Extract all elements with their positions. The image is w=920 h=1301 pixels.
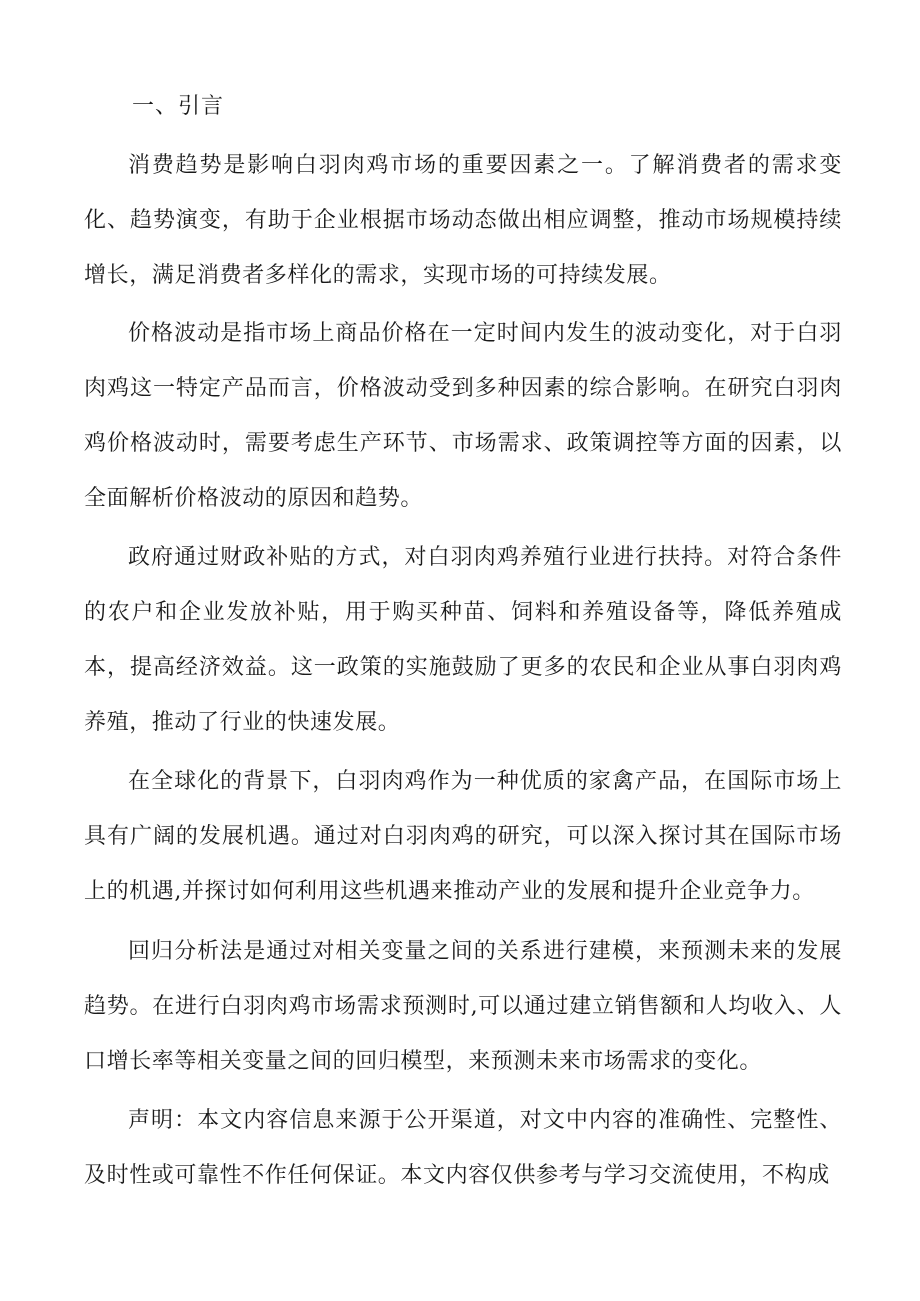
paragraph-regression-analysis: 回归分析法是通过对相关变量之间的关系进行建模，来预测未来的发展趋势。在进行白羽肉鸡市场需求预测时,可以通过建立销售额和人均收入、人口增长率等相关变量之间的回归模型，来预测未来市场需求的变化。 [84,939,842,1074]
paragraph-government-subsidy: 政府通过财政补贴的方式，对白羽肉鸡养殖行业进行扶持。对符合条件的农户和企业发放补贴，用于购买种苗、饲料和养殖设备等，降低养殖成本，提高经济效益。这一政策的实施鼓励了更多的农民和企业从事白羽肉鸡养殖，推动了行业的快速发展。 [84,545,842,735]
paragraph-consumption-trend: 消费趋势是影响白羽肉鸡市场的重要因素之一。了解消费者的需求变化、趋势演变，有助于企业根据市场动态做出相应调整，推动市场规模持续增长，满足消费者多样化的需求，实现市场的可持续发展。 [84,153,842,288]
paragraph-disclaimer: 声明：本文内容信息来源于公开渠道，对文中内容的准确性、完整性、及时性或可靠性不作任何保证。本文内容仅供参考与学习交流使用，不构成 [84,1108,842,1188]
paragraph-globalization: 在全球化的背景下，白羽肉鸡作为一种优质的家禽产品，在国际市场上具有广阔的发展机遇。通过对白羽肉鸡的研究，可以深入探讨其在国际市场上的机遇,并探讨如何利用这些机遇来推动产业的发展和提升企业竞争力。 [84,769,842,904]
section-heading: 一、引言 [132,94,225,119]
paragraph-price-fluctuation: 价格波动是指市场上商品价格在一定时间内发生的波动变化，对于白羽肉鸡这一特定产品而言，价格波动受到多种因素的综合影响。在研究白羽肉鸡价格波动时，需要考虑生产环节、市场需求、政策调控等方面的因素，以全面解析价格波动的原因和趋势。 [84,321,842,511]
